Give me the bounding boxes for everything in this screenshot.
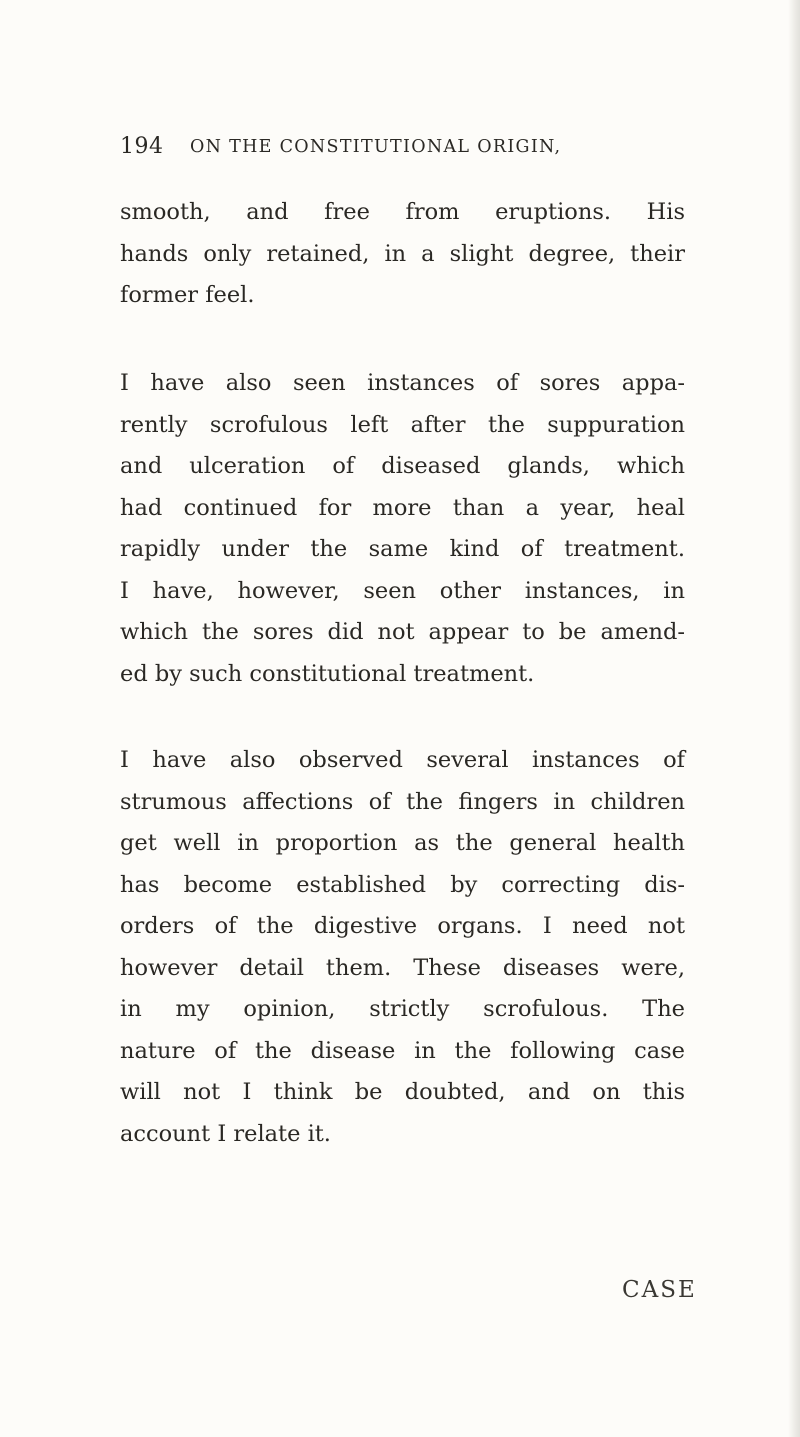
text-line: smooth, and free from eruptions. His <box>120 199 685 225</box>
text-line: I have also seen instances of sores appa- <box>120 370 685 396</box>
text-line: get well in proportion as the general health <box>120 830 685 856</box>
text-line: I have, however, seen other instances, in <box>120 577 685 604</box>
text-line: rapidly under the same kind of treatment. <box>120 536 685 562</box>
text-line: nature of the disease in the following case <box>120 1037 685 1064</box>
text-line: ed by such constitutional treatment. <box>120 660 535 687</box>
text-line: rently scrofulous left after the suppuration <box>120 411 685 438</box>
text-line: I have also observed several instances of <box>120 747 685 773</box>
page-number: 194 <box>120 134 164 159</box>
running-title: ON THE CONSTITUTIONAL ORIGIN, <box>190 137 562 157</box>
text-line: has become established by correcting dis- <box>120 871 685 898</box>
paragraph-2 <box>120 363 685 695</box>
text-line: account I relate it. <box>120 1120 331 1147</box>
text-line: however detail them. These diseases were, <box>120 954 685 981</box>
text-line: strumous affections of the fingers in children <box>120 788 685 815</box>
running-head <box>120 133 680 163</box>
page-edge <box>788 0 800 1437</box>
text-line: will not I think be doubted, and on this <box>120 1079 685 1105</box>
text-line: hands only retained, in a slight degree, their <box>120 240 685 267</box>
paragraph-1 <box>120 192 685 317</box>
text-line: former feel. <box>120 282 255 308</box>
catchword: CASE <box>622 1277 697 1303</box>
text-line: and ulceration of diseased glands, which <box>120 453 685 479</box>
text-line: in my opinion, strictly scrofulous. The <box>120 996 685 1022</box>
text-line: orders of the digestive organs. I need not <box>120 913 685 939</box>
paragraph-3 <box>120 740 685 1155</box>
text-line: had continued for more than a year, heal <box>120 494 685 521</box>
text-line: which the sores did not appear to be amend- <box>120 619 685 645</box>
